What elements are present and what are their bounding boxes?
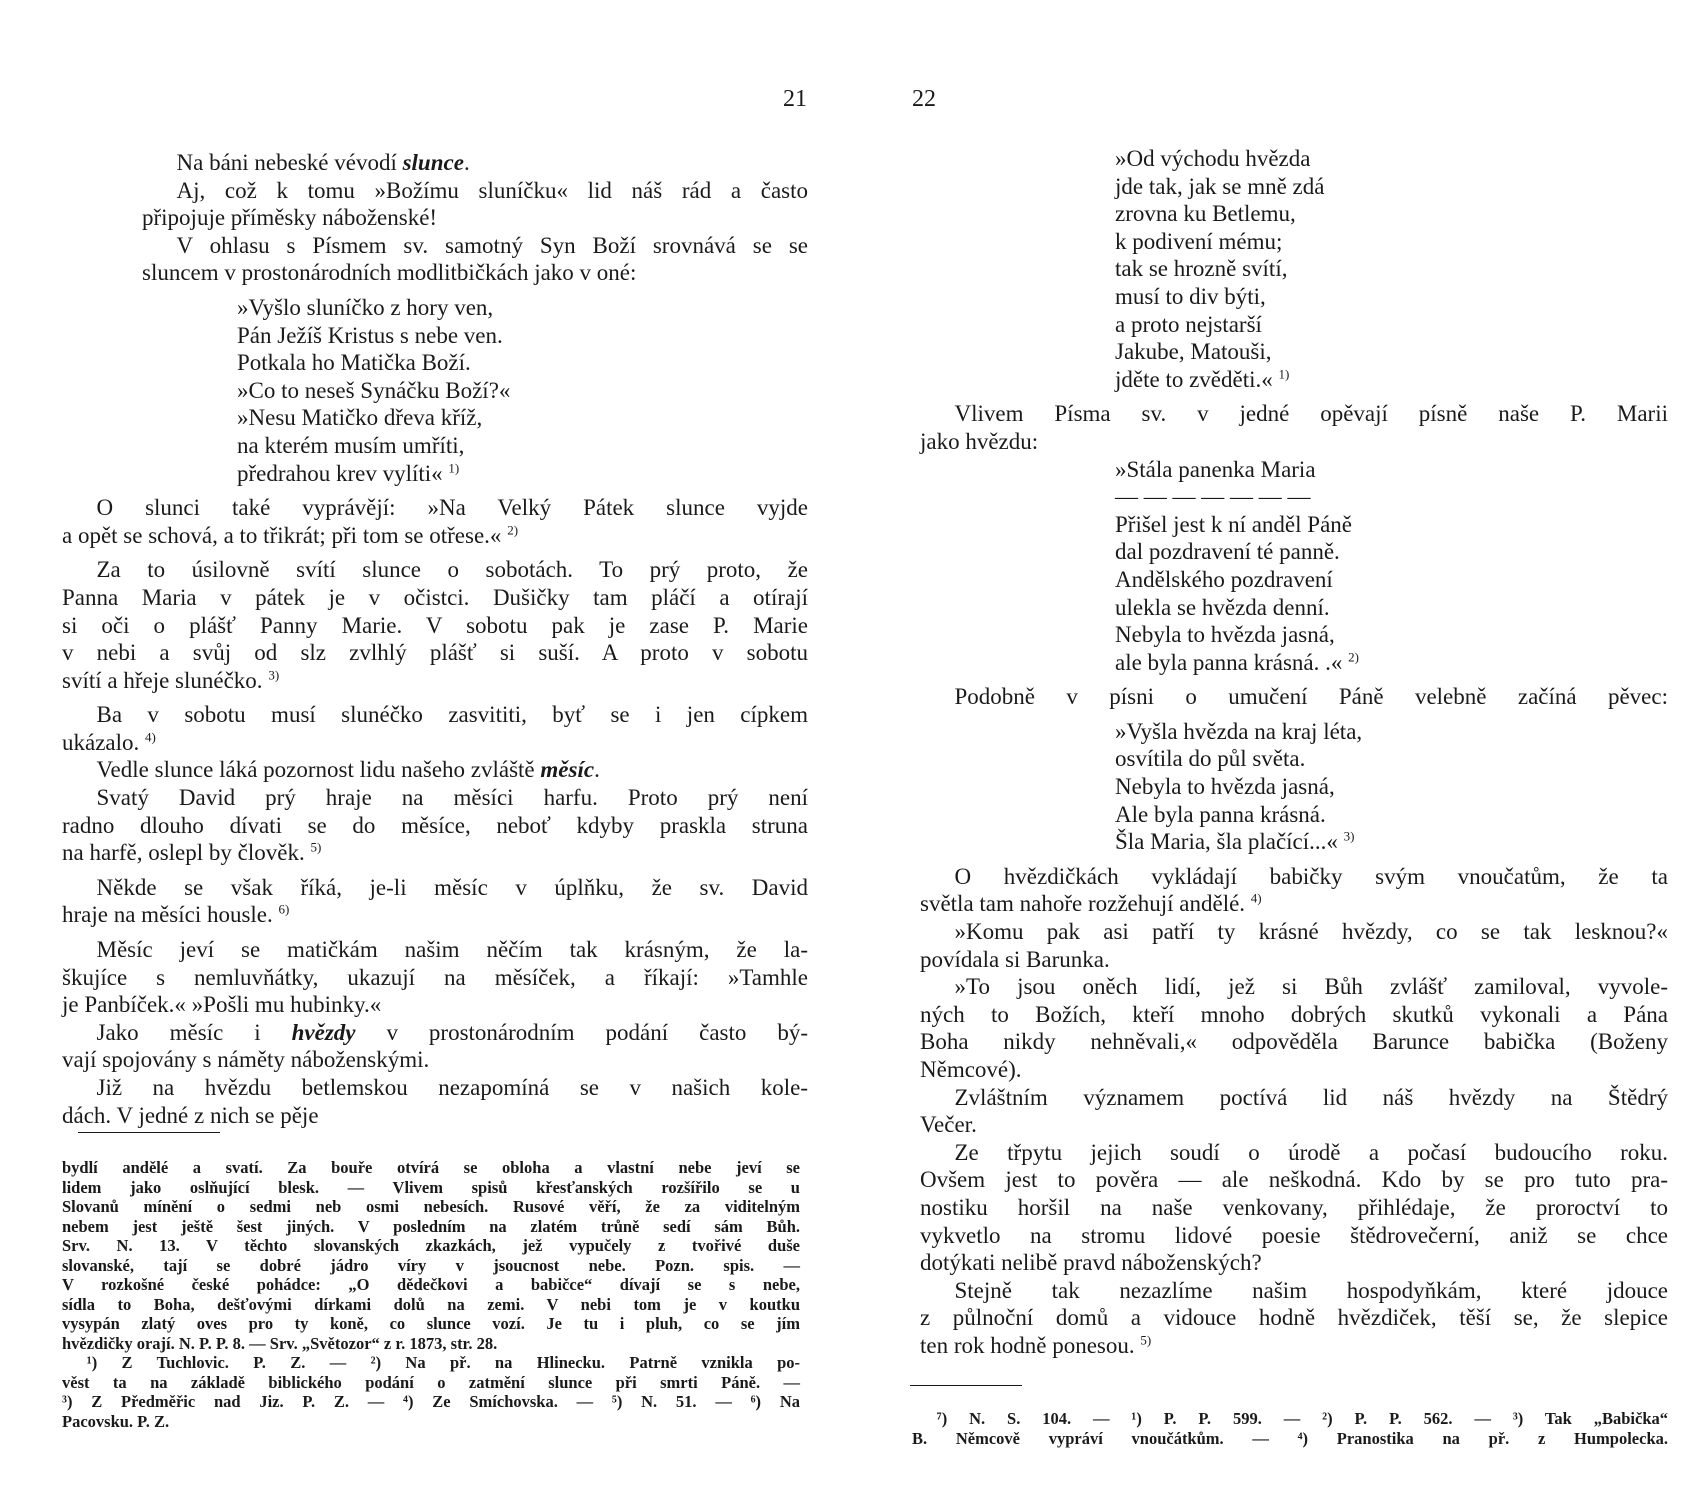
line-text: tak se hrozně svítí, [1115, 256, 1288, 282]
line-text: Zvláštním významem poctívá lid náš hvězdy na Štědrý [920, 1084, 1668, 1110]
line-text: »Vyšlo sluníčko z hory ven, [237, 294, 494, 320]
text-line [920, 1056, 1668, 1084]
text-line [62, 991, 808, 1019]
line-text: si oči o plášť Panny Marie. V sobotu pak je zase P. Marie [62, 612, 808, 638]
line-text: Vedle slunce láká pozornost lidu našeho zvláště [62, 757, 541, 783]
line-gap [62, 929, 808, 936]
line-text: »To jsou oněch lidí, jež si Bůh zvlášť zamiloval, vyvole- [920, 974, 1668, 1000]
line-text: a opět se schová, a to třikrát; při tom se otřese.« [62, 522, 502, 548]
text-line [62, 874, 808, 902]
verse-line [920, 801, 1668, 829]
footnote-line: ³) Z Předměřic nad Jiz. P. Z. — ⁴) Ze Smíchovska. — ⁵) N. 51. — ⁶) Na [62, 1392, 800, 1411]
line-text: Andělského pozdravení [1115, 566, 1333, 592]
line-text: na kterém musím umříti, [237, 432, 465, 458]
text-line [920, 946, 1668, 974]
line-text: Nebyla to hvězda jasná, [1115, 622, 1335, 648]
text-line [62, 812, 808, 840]
right-footnotes [912, 1409, 1668, 1448]
line-text: Potkala ho Matička Boží. [237, 350, 471, 376]
text-line [920, 1194, 1668, 1222]
footnote-line: hvězdičky orají. N. P. P. 8. — Srv. „Světozor“ z r. 1873, str. 28. [62, 1333, 498, 1353]
text-line [920, 1249, 1668, 1277]
text-line [920, 400, 1668, 428]
text-line [62, 556, 808, 584]
verse-line [62, 322, 808, 350]
line-text: Někde se však říká, je-li měsíc v úplňku, že sv. David [62, 874, 808, 900]
verse-line [920, 483, 1668, 511]
footnote-marker: 6) [278, 901, 290, 917]
text-line [920, 1028, 1668, 1056]
line-text: Němcové). [920, 1057, 1022, 1082]
text-line [62, 639, 808, 667]
line-text: ných to Božích, kteří mnoho dobrých skutků vykonali a Pána [920, 1001, 1668, 1027]
footnote-line: lidem jako oslňující blesk. — Vlivem spisů křesťanských rozšířilo se u [62, 1177, 800, 1197]
emphasized-word: hvězdy [291, 1019, 356, 1045]
line-text: a proto nejstarší [1115, 311, 1262, 337]
line-text: hraje na měsíci housle. [62, 902, 273, 928]
verse-line [920, 649, 1668, 677]
line-text: v nebi a svůj od slz zvlhlý plášť si suší. A proto v sobotu [62, 640, 808, 666]
line-gap [62, 287, 808, 294]
text-line [920, 863, 1668, 891]
line-text: Na báni nebeské vévodí [142, 150, 403, 175]
text-line [920, 683, 1668, 711]
verse-line [920, 145, 1668, 173]
line-text: vykvetlo na stromu lidové poesie štědrovečerní, aniž se chce [920, 1222, 1668, 1248]
verse-line [920, 621, 1668, 649]
line-text: Ale byla panna krásná. [1115, 801, 1326, 827]
verse-line [920, 311, 1668, 339]
line-text: na harfě, oslepl by člověk. [62, 840, 305, 866]
footnote-line: bydlí andělé a svatí. Za bouře otvírá se obloha a vlastní nebe jeví se [62, 1158, 800, 1177]
line-text: nostiku horšil na naše venkovany, přihlédaje, že proroctví to [920, 1194, 1668, 1220]
verse-line [920, 594, 1668, 622]
line-text: Jakube, Matouši, [1115, 339, 1272, 365]
line-text: Nebyla to hvězda jasná, [1115, 774, 1335, 800]
line-text: Ba v sobotu musí slunéčko zasvititi, byť se i jen cípkem [62, 702, 808, 728]
text-line [62, 839, 808, 867]
text-line [62, 729, 808, 757]
line-text-tail: . [594, 757, 600, 783]
page-number-left: 21 [783, 86, 807, 112]
footnote-marker: 2) [1348, 649, 1359, 665]
line-text: jděte to zvěděti.« [1115, 366, 1273, 392]
footnote-line: sídla to Boha, dešťovými dírkami dolů na zemi. V nebi tom je v koutku [62, 1294, 800, 1314]
line-text-tail: v prostonárodním podání často bý- [355, 1019, 808, 1045]
line-text: je Panbíček.« »Pošli mu hubinky.« [62, 992, 382, 1018]
line-text: Za to úsilovně svítí slunce o sobotách. To prý proto, že [62, 557, 808, 583]
line-text: Již na hvězdu betlemskou nezapomíná se v našich kole- [62, 1075, 808, 1100]
line-text: Večer. [920, 1112, 977, 1138]
footnote-line: ¹) Z Tuchlovic. P. Z. — ²) Na př. na Hlinecku. Patrně vznikla po- [62, 1353, 800, 1372]
line-text: Panna Maria v pátek je v očistci. Dušičky tam pláčí a otírají [62, 584, 808, 610]
left-footnotes [62, 1158, 800, 1431]
line-text: dách. V jedné z nich se pěje [62, 1102, 319, 1128]
line-text: dal pozdravení té panně. [1115, 539, 1340, 565]
line-text: dotýkati nelibě pravd náboženských? [920, 1250, 1262, 1276]
line-text: Měsíc jeví se matičkám našim něčím tak krásným, že la- [62, 937, 808, 963]
verse-line [62, 377, 808, 405]
footnote-line: B. Němcově vypráví vnoučátkům. — ⁴) Pranostika na př. z Humpolecka. [912, 1428, 1668, 1448]
verse-line [62, 404, 808, 432]
text-line [920, 1332, 1668, 1360]
verse-line [920, 718, 1668, 746]
text-line [920, 1304, 1668, 1332]
footnote-marker: 4) [145, 729, 156, 745]
text-line [62, 936, 808, 964]
line-text: ten rok hodně ponesou. [920, 1332, 1135, 1358]
line-text: radno dlouho dívati se do měsíce, neboť kdyby praskla struna [62, 812, 808, 838]
footnote-line: Srv. N. 13. V těchto slovanských zkazkách, jež vypučely z tvořivé duše [62, 1236, 800, 1255]
text-line [62, 232, 808, 260]
line-text-tail: . [463, 150, 470, 175]
text-line [62, 667, 808, 695]
line-text: svítí a hřeje slunéčko. [62, 667, 263, 693]
verse-line [920, 773, 1668, 801]
text-line [62, 784, 808, 812]
emphasized-word: slunce [402, 150, 464, 175]
text-line [62, 259, 808, 287]
verse-line [920, 538, 1668, 566]
line-gap [920, 856, 1668, 863]
line-text: vají spojovány s náměty náboženskými. [62, 1047, 430, 1073]
line-text: Ze třpytu jejich soudí o úrodě a počasí budoucího roku. [920, 1139, 1668, 1165]
footnote-marker: 3) [268, 667, 280, 683]
line-text: jde tak, jak se mně zdá [1115, 173, 1325, 199]
footnote-line: slovanské, tají se dobré jádro víry v jsoucnost nebe. Pozn. spis. — [62, 1255, 800, 1275]
line-text: »Nesu Matičko dřeva kříž, [237, 405, 483, 431]
text-line [62, 964, 808, 992]
verse-line [920, 511, 1668, 539]
text-line [920, 1277, 1668, 1305]
verse-line [920, 566, 1668, 594]
footnote-marker: 5) [310, 839, 322, 855]
left-page [0, 0, 850, 1500]
line-text: k podivení mému; [1115, 228, 1283, 254]
line-gap [62, 487, 808, 494]
line-text: z půlnoční domů a vidouce hodně hvězdiček, těší se, že slepice [920, 1305, 1668, 1331]
line-text: »Stála panenka Maria [1115, 456, 1316, 482]
verse-line [920, 366, 1668, 394]
footnote-line: Slovanů mínění o sedmi neb osmi nebesích. Rusové věří, že za viditelným [62, 1197, 800, 1216]
footnote-marker: 3) [1343, 828, 1355, 844]
verse-line [62, 460, 808, 488]
line-text: »Komu pak asi patří ty krásné hvězdy, co se tak lesknou?« [920, 919, 1668, 945]
text-line [62, 1046, 808, 1074]
footnote-marker: 2) [507, 522, 519, 538]
verse-line [920, 200, 1668, 228]
text-line [920, 1139, 1668, 1167]
line-text: Podobně v písni o umučení Páně velebně začíná pěvec: [920, 684, 1668, 710]
text-line [62, 1074, 808, 1102]
footnote-marker: 1) [448, 459, 460, 475]
text-line [62, 584, 808, 612]
text-line [62, 204, 808, 232]
text-line [62, 177, 808, 205]
line-text: sluncem v prostonárodních modlitbičkách jako v oné: [142, 260, 637, 286]
line-text: ukázalo. [62, 729, 140, 755]
verse-line [920, 338, 1668, 366]
verse-line [920, 828, 1668, 856]
line-gap [62, 694, 808, 701]
footnote-marker: 4) [1250, 890, 1262, 906]
line-text: Přišel jest k ní anděl Páně [1115, 511, 1352, 537]
line-text: Ovšem jest to pověra — ale neškodná. Kdo by se pro tuto pra- [920, 1167, 1668, 1193]
line-text: »Od východu hvězda [1115, 146, 1311, 171]
text-line [62, 756, 808, 784]
text-line [920, 890, 1668, 918]
emphasized-word: měsíc [540, 757, 595, 783]
footnote-line: nebem jest ještě šest jiných. V posledním na zlatém trůně sedí sám Bůh. [62, 1216, 800, 1236]
text-line [920, 428, 1668, 456]
footnote-line: ⁷) N. S. 104. — ¹) P. P. 599. — ²) P. P. 562. — ³) Tak „Babička“ [912, 1409, 1668, 1428]
line-text: V ohlasu s Písmem sv. samotný Syn Boží srovnává se se [142, 232, 808, 258]
footnote-line: Pacovsku. P. Z. [62, 1411, 170, 1431]
text-line [62, 1102, 808, 1130]
line-text: jako hvězdu: [920, 428, 1039, 454]
text-line [62, 901, 808, 929]
footnote-rule-right [910, 1385, 1022, 1386]
text-line [920, 1111, 1668, 1139]
line-text: Šla Maria, šla plačící...« [1115, 829, 1338, 855]
text-line [920, 918, 1668, 946]
line-gap [62, 867, 808, 874]
text-line [62, 612, 808, 640]
line-text: zrovna ku Betlemu, [1115, 201, 1296, 227]
line-text: »Vyšla hvězda na kraj léta, [1115, 718, 1363, 744]
line-text: Jako měsíc i [62, 1019, 292, 1045]
footnote-line: věst ta na základě biblického podání o zatmění slunce při smrti Páně. — [62, 1372, 800, 1392]
line-gap [62, 549, 808, 556]
line-text: Boha nikdy nehněvali,« odpověděla Barunce babička (Boženy [920, 1029, 1668, 1055]
line-text: ulekla se hvězda denní. [1115, 594, 1330, 620]
text-line [920, 1084, 1668, 1112]
line-text: Aj, což k tomu »Božímu sluníčku« lid náš rád a často [142, 177, 808, 203]
page-number-right: 22 [912, 86, 936, 112]
left-body-text [62, 149, 808, 1129]
line-gap [920, 676, 1668, 683]
line-text: povídala si Barunka. [920, 946, 1110, 972]
text-line [920, 973, 1668, 1001]
verse-line [920, 228, 1668, 256]
verse-line [62, 432, 808, 460]
verse-line [920, 745, 1668, 773]
text-line [62, 494, 808, 522]
verse-line [920, 456, 1668, 484]
line-text: musí to div býti, [1115, 283, 1266, 309]
line-text: O slunci také vyprávějí: »Na Velký Pátek slunce vyjde [62, 495, 808, 521]
line-text: předrahou krev vylíti« [237, 460, 443, 486]
line-text: škujíce s nemluvňátky, ukazují na měsíček, a říkají: »Tamhle [62, 964, 808, 990]
right-page [850, 0, 1704, 1500]
right-body-text [920, 145, 1668, 1360]
text-line [62, 522, 808, 550]
text-line [62, 149, 808, 177]
line-text: Stejně tak nezazlíme našim hospodyňkám, které jdouce [920, 1277, 1668, 1303]
verse-line [920, 173, 1668, 201]
verse-line [62, 349, 808, 377]
footnote-marker: 1) [1278, 366, 1290, 382]
line-text: Svatý David prý hraje na měsíci harfu. Proto prý není [62, 785, 808, 811]
line-text: připojuje příměsky náboženské! [142, 205, 438, 231]
line-text: světla tam nahoře rozžehují andělé. [920, 891, 1246, 917]
line-text: Vlivem Písma sv. v jedné opěvají písně naše P. Marii [920, 401, 1668, 427]
text-line [920, 1001, 1668, 1029]
text-line [62, 701, 808, 729]
verse-line [920, 255, 1668, 283]
footnote-marker: 5) [1140, 1332, 1152, 1348]
line-text: Pán Ježíš Kristus s nebe ven. [237, 322, 503, 348]
line-gap [920, 711, 1668, 718]
text-line [920, 1166, 1668, 1194]
verse-line [62, 294, 808, 322]
verse-line [920, 283, 1668, 311]
line-text: — — — — — — — [1115, 484, 1311, 510]
text-line [62, 1019, 808, 1047]
line-gap [920, 393, 1668, 400]
footnote-line: V rozkošné české pohádce: „O dědečkovi a babičce“ dívají se s nebe, [62, 1275, 800, 1294]
line-text: ale byla panna krásná. .« [1115, 649, 1343, 675]
text-line [920, 1222, 1668, 1250]
line-text: »Co to neseš Synáčku Boží?« [237, 377, 511, 403]
line-text: osvítila do půl světa. [1115, 746, 1306, 772]
footnote-line: vysypán zlatý oves pro ty koně, co slunce vozí. Je tu i pluh, co se jím [62, 1314, 800, 1333]
footnote-rule-left [78, 1132, 220, 1133]
line-text: O hvězdičkách vykládají babičky svým vnoučatům, že ta [920, 863, 1668, 889]
